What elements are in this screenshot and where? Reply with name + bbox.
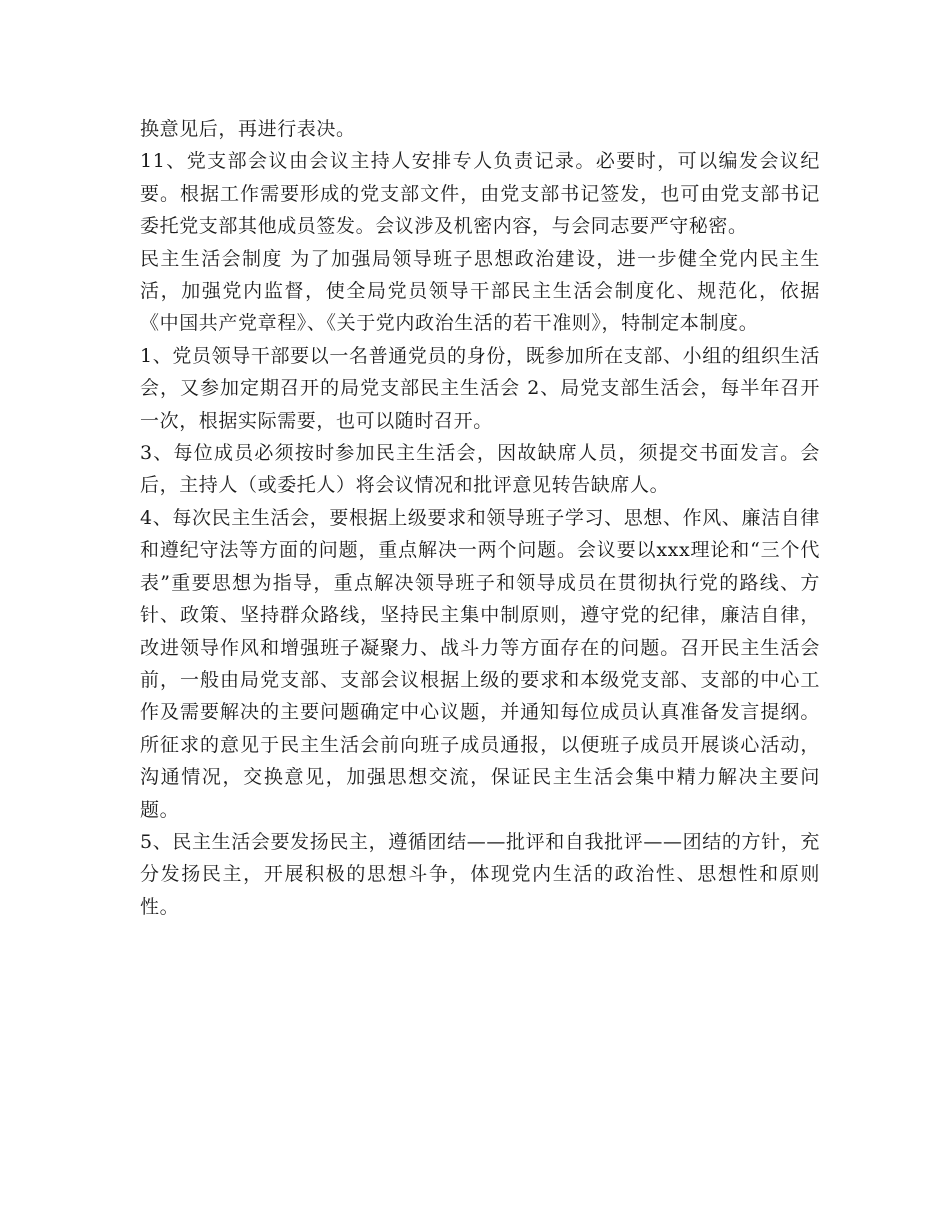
paragraph-item-5: 5、民主生活会要发扬民主，遵循团结——批评和自我批评——团结的方针，充分发扬民主，开展积极的思想斗争，体现党内生活的政治性、思想性和原则性。 [140, 830, 820, 918]
paragraph-item-3: 3、每位成员必须按时参加民主生活会，因故缺席人员，须提交书面发言。会后，主持人（或委托人）将会议情况和批评意见转告缺席人。 [140, 442, 820, 497]
paragraph-item-1-2: 1、党员领导干部要以一名普通党员的身份，既参加所在支部、小组的组织生活会，又参加定期召开的局党支部民主生活会 2、局党支部生活会，每半年召开一次，根据实际需要，也可以随时召开。 [140, 344, 820, 432]
paragraph-continuation: 换意见后，再进行表决。 [140, 118, 356, 140]
paragraph-item-4: 4、每次民主生活会，要根据上级要求和领导班子学习、思想、作风、廉洁自律和遵纪守法等方面的问题，重点解决一两个问题。会议要以xxx理论和“三个代表”重要思想为指导，重点解决领导班子和领导成员在贯彻执行党的路线、方针、政策、坚持群众路线，坚持民主集中制原则，遵守党的纪律，廉洁自律，改进领导作风和增强班子凝聚力、战斗力等方面存在的问题。召开民主生活会前，一般由局党支部、支部会议根据上级的要求和本级党支部、支部的中心工作及需要解决的主要问题确定中心议题，并通知每位成员认真准备发言提纲。所征求的意见于民主生活会前向班子成员通报，以便班子成员开展谈心活动，沟通情况，交换意见，加强思想交流，保证民主生活会集中精力解决主要问题。 [140, 506, 820, 821]
paragraph-system-intro: 民主生活会制度 为了加强局领导班子思想政治建设，进一步健全党内民主生活，加强党内监督，使全局党员领导干部民主生活会制度化、规范化，依据《中国共产党章程》、《关于党内政治生活的若干准则》，特制定本制度。 [140, 247, 820, 335]
document-body [140, 113, 820, 923]
paragraph-item-11: 11、党支部会议由会议主持人安排专人负责记录。必要时，可以编发会议纪要。根据工作需要形成的党支部文件，由党支部书记签发，也可由党支部书记委托党支部其他成员签发。会议涉及机密内容，与会同志要严守秘密。 [140, 150, 820, 238]
